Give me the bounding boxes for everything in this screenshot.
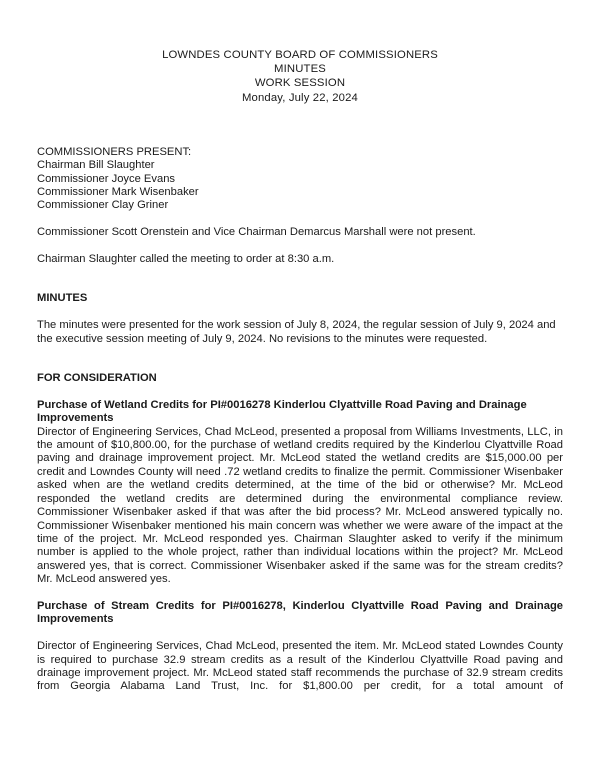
header-line-board: LOWNDES COUNTY BOARD OF COMMISSIONERS bbox=[162, 49, 438, 61]
commissioner-present-item: Commissioner Mark Wisenbaker bbox=[37, 186, 199, 199]
commissioners-absent-note: Commissioner Scott Orenstein and Vice Chairman Demarcus Marshall were not present. bbox=[37, 226, 476, 239]
minutes-section-body: The minutes were presented for the work session of July 8, 2024, the regular session of July 9, 2024 and the executive session meeting of July 9, 2024. No revisions to the minutes were requested. bbox=[37, 319, 556, 345]
agenda-item-title-stream-credits: Purchase of Stream Credits for PI#0016278, Kinderlou Clyattville Road Paving and Drainage Improvements bbox=[37, 599, 563, 626]
agenda-item-title-wetland-credits: Purchase of Wetland Credits for PI#0016278 Kinderlou Clyattville Road Paving and Drainage Improvements bbox=[37, 398, 527, 425]
agenda-item-body-wetland-credits: Director of Engineering Services, Chad McLeod, presented a proposal from Williams Investments, LLC, in the amount of $10,800.00, for the purchase of wetland credits required by the Kinderlou Clyattville Road paving and drainage improvement project. Mr. McLeod stated the wetland credits are $15,000.00 per credit and Lowndes County will need .72 wetland credits to finalize the permit. Commissioner Wisenbaker asked when are the wetland credits determined, at the time of the bid or otherwise? Mr. McLeod responded the wetland credits are determined during the environmental compliance review. Commissioner Wisenbaker asked if that was after the bid process? Mr. McLeod answered typically no. Commissioner Wisenbaker mentioned his main concern was whether we were aware of the impact at the time of the project. Mr. McLeod responded yes. Chairman Slaughter asked to verify if the minimum number is applied to the whole project, rather than individual locations within the project? Mr. McLeod answered yes, that is correct. Commissioner Wisenbaker asked if the same was for the stream credits? Mr. McLeod answered yes. bbox=[37, 425, 563, 586]
agenda-item-body-stream-credits: Director of Engineering Services, Chad McLeod, presented the item. Mr. McLeod stated Lowndes County is required to purchase 32.9 stream credits as a result of the Kinderlou Clyattville Road paving and drainage improvement project. Mr. McLeod stated staff recommends the purchase of 32.9 stream credits from Georgia Alabama Land Trust, Inc. for $1,800.00 per credit, for a total amount of bbox=[37, 640, 563, 693]
minutes-section-heading: MINUTES bbox=[37, 292, 88, 305]
consideration-section-heading: FOR CONSIDERATION bbox=[37, 372, 157, 385]
header-line-date: Monday, July 22, 2024 bbox=[242, 91, 358, 104]
call-to-order-note: Chairman Slaughter called the meeting to order at 8:30 a.m. bbox=[37, 253, 335, 266]
header-line-session-type: WORK SESSION bbox=[254, 77, 346, 90]
document-header bbox=[37, 48, 563, 105]
commissioner-present-item: Commissioner Joyce Evans bbox=[37, 172, 176, 185]
header-line-minutes: MINUTES bbox=[274, 63, 326, 76]
commissioners-present-label: COMMISSIONERS PRESENT: bbox=[37, 145, 192, 158]
document-content bbox=[37, 0, 563, 707]
commissioner-present-item: Chairman Bill Slaughter bbox=[37, 159, 155, 172]
commissioners-present-block bbox=[37, 146, 563, 213]
commissioner-present-item: Commissioner Clay Griner bbox=[37, 199, 169, 212]
